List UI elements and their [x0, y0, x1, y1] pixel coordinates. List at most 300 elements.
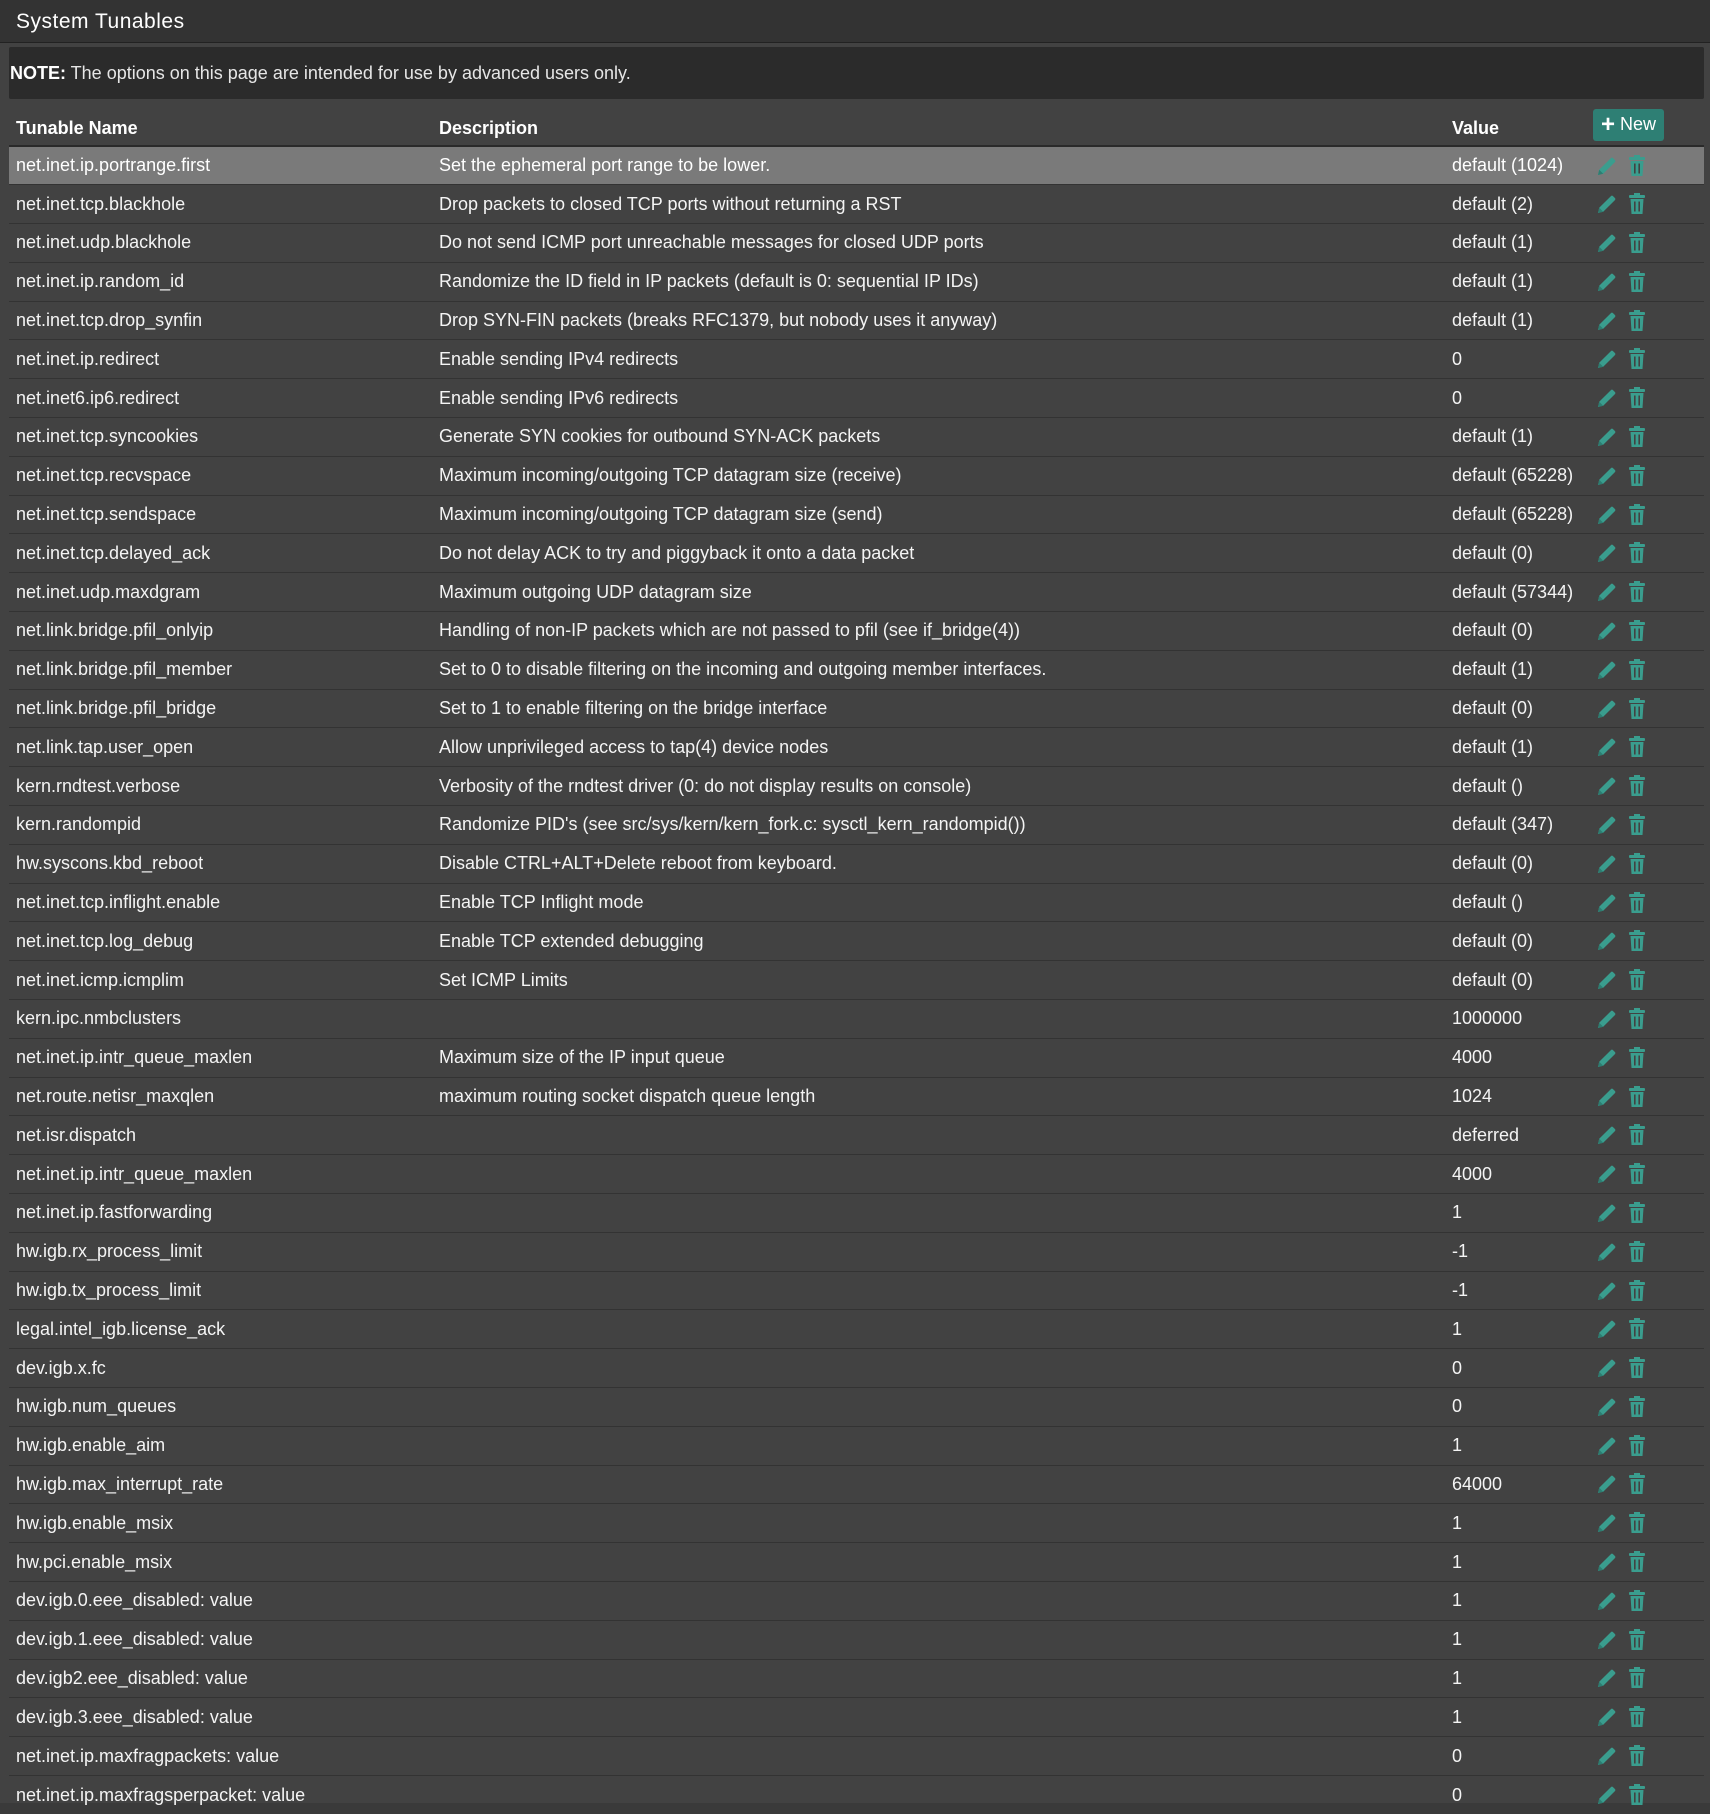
header-tunable-name: Tunable Name — [9, 99, 432, 146]
tunable-value: default (65228) — [1445, 456, 1586, 495]
tunable-name: net.inet.ip.fastforwarding — [9, 1194, 432, 1233]
pencil-icon[interactable] — [1595, 425, 1619, 449]
trash-icon[interactable] — [1625, 580, 1649, 604]
row-actions — [1586, 689, 1704, 728]
table-row[interactable] — [9, 1504, 1704, 1543]
row-actions — [1586, 418, 1704, 457]
tunable-value: 0 — [1445, 340, 1586, 379]
tunable-description — [432, 1000, 1445, 1039]
trash-icon[interactable] — [1625, 347, 1649, 371]
row-actions — [1586, 185, 1704, 224]
tunable-name: net.inet.ip.intr_queue_maxlen — [9, 1038, 432, 1077]
pencil-icon[interactable] — [1595, 1085, 1619, 1109]
table-body — [9, 146, 1704, 1814]
table-row[interactable] — [9, 1737, 1704, 1776]
pencil-icon[interactable] — [1595, 347, 1619, 371]
tunable-value: default (1) — [1445, 418, 1586, 457]
row-actions — [1586, 1659, 1704, 1698]
tunable-description: Do not delay ACK to try and piggyback it onto a data packet — [432, 534, 1445, 573]
table-row[interactable] — [9, 534, 1704, 573]
trash-icon[interactable] — [1625, 1705, 1649, 1729]
tunables-table — [9, 99, 1704, 1814]
row-actions — [1586, 1543, 1704, 1582]
tunable-description — [432, 1271, 1445, 1310]
pencil-icon[interactable] — [1595, 1007, 1619, 1031]
trash-icon[interactable] — [1625, 1085, 1649, 1109]
tunable-value: 1 — [1445, 1620, 1586, 1659]
tunable-value: -1 — [1445, 1271, 1586, 1310]
table-row[interactable] — [9, 1310, 1704, 1349]
table-row[interactable] — [9, 1038, 1704, 1077]
tunable-value: 1 — [1445, 1543, 1586, 1582]
tunable-description — [432, 1388, 1445, 1427]
new-button-label: New — [1620, 114, 1657, 134]
tunable-value: 0 — [1445, 379, 1586, 418]
pencil-icon[interactable] — [1595, 1550, 1619, 1574]
pencil-icon[interactable] — [1595, 1201, 1619, 1225]
tunable-name: net.inet.ip.intr_queue_maxlen — [9, 1155, 432, 1194]
row-actions — [1586, 1038, 1704, 1077]
trash-icon[interactable] — [1625, 1201, 1649, 1225]
tunable-name: net.inet.ip.random_id — [9, 262, 432, 301]
trash-icon[interactable] — [1625, 503, 1649, 527]
header-value: Value — [1445, 99, 1586, 146]
trash-icon[interactable] — [1625, 464, 1649, 488]
table-row[interactable] — [9, 340, 1704, 379]
tunable-description: Enable TCP extended debugging — [432, 922, 1445, 961]
trash-icon[interactable] — [1625, 386, 1649, 410]
tunable-description — [432, 1349, 1445, 1388]
trash-icon[interactable] — [1625, 1279, 1649, 1303]
tunable-name: kern.rndtest.verbose — [9, 767, 432, 806]
table-row[interactable] — [9, 1698, 1704, 1737]
table-row[interactable] — [9, 185, 1704, 224]
row-actions — [1586, 1310, 1704, 1349]
tunable-description — [432, 1232, 1445, 1271]
tunable-value: default (0) — [1445, 612, 1586, 651]
trash-icon[interactable] — [1625, 852, 1649, 876]
trash-icon[interactable] — [1625, 1744, 1649, 1768]
table-row[interactable] — [9, 689, 1704, 728]
row-actions — [1586, 379, 1704, 418]
pencil-icon[interactable] — [1595, 309, 1619, 333]
table-row[interactable] — [9, 1659, 1704, 1698]
tunable-value: 4000 — [1445, 1155, 1586, 1194]
tunable-name: kern.randompid — [9, 806, 432, 845]
tunable-value: 1 — [1445, 1581, 1586, 1620]
tunable-name: net.inet.icmp.icmplim — [9, 961, 432, 1000]
trash-icon[interactable] — [1625, 968, 1649, 992]
row-actions — [1586, 650, 1704, 689]
row-actions — [1586, 1620, 1704, 1659]
pencil-icon[interactable] — [1595, 697, 1619, 721]
pencil-icon[interactable] — [1595, 541, 1619, 565]
tunable-description: Set to 1 to enable filtering on the bridge interface — [432, 689, 1445, 728]
tunable-name: hw.igb.enable_msix — [9, 1504, 432, 1543]
pencil-icon[interactable] — [1595, 464, 1619, 488]
trash-icon[interactable] — [1625, 425, 1649, 449]
tunable-value: 4000 — [1445, 1038, 1586, 1077]
tunable-value: 1024 — [1445, 1077, 1586, 1116]
tunable-description: Set the ephemeral port range to be lower. — [432, 146, 1445, 185]
pencil-icon[interactable] — [1595, 619, 1619, 643]
row-actions — [1586, 1426, 1704, 1465]
tunable-description: Allow unprivileged access to tap(4) device nodes — [432, 728, 1445, 767]
trash-icon[interactable] — [1625, 1628, 1649, 1652]
trash-icon[interactable] — [1625, 1434, 1649, 1458]
tunable-description — [432, 1504, 1445, 1543]
tunable-name: net.inet.udp.blackhole — [9, 224, 432, 263]
table-row[interactable] — [9, 1465, 1704, 1504]
table-row[interactable] — [9, 573, 1704, 612]
row-actions — [1586, 1581, 1704, 1620]
pencil-icon[interactable] — [1595, 192, 1619, 216]
tunable-value: default (1024) — [1445, 146, 1586, 185]
pencil-icon[interactable] — [1595, 154, 1619, 178]
tunable-value: default (1) — [1445, 262, 1586, 301]
tunable-name: dev.igb.1.eee_disabled: value — [9, 1620, 432, 1659]
tunable-name: hw.igb.num_queues — [9, 1388, 432, 1427]
row-actions — [1586, 806, 1704, 845]
trash-icon[interactable] — [1625, 658, 1649, 682]
tunable-description — [432, 1116, 1445, 1155]
tunable-name: dev.igb.3.eee_disabled: value — [9, 1698, 432, 1737]
pencil-icon[interactable] — [1595, 1123, 1619, 1147]
row-actions — [1586, 1194, 1704, 1233]
tunable-value: default () — [1445, 767, 1586, 806]
tunable-name: hw.syscons.kbd_reboot — [9, 844, 432, 883]
tunable-name: net.inet.tcp.inflight.enable — [9, 883, 432, 922]
trash-icon[interactable] — [1625, 1550, 1649, 1574]
pencil-icon[interactable] — [1595, 1356, 1619, 1380]
tunable-name: net.link.bridge.pfil_onlyip — [9, 612, 432, 651]
tunable-name: net.link.bridge.pfil_bridge — [9, 689, 432, 728]
pencil-icon[interactable] — [1595, 270, 1619, 294]
tunable-description: Enable TCP Inflight mode — [432, 883, 1445, 922]
tunable-value: default (0) — [1445, 961, 1586, 1000]
pencil-icon[interactable] — [1595, 774, 1619, 798]
tunable-value: default (1) — [1445, 224, 1586, 263]
table-row[interactable] — [9, 883, 1704, 922]
table-row[interactable] — [9, 1388, 1704, 1427]
row-actions — [1586, 262, 1704, 301]
pencil-icon[interactable] — [1595, 1472, 1619, 1496]
pencil-icon[interactable] — [1595, 658, 1619, 682]
tunable-name: dev.igb2.eee_disabled: value — [9, 1659, 432, 1698]
tunable-description — [432, 1194, 1445, 1233]
tunable-description: Maximum incoming/outgoing TCP datagram size (send) — [432, 495, 1445, 534]
tunable-description — [432, 1698, 1445, 1737]
row-actions — [1586, 456, 1704, 495]
table-row[interactable] — [9, 1155, 1704, 1194]
tunable-description — [432, 1426, 1445, 1465]
tunable-name: hw.igb.tx_process_limit — [9, 1271, 432, 1310]
tunable-name: net.inet.tcp.sendspace — [9, 495, 432, 534]
pencil-icon[interactable] — [1595, 1317, 1619, 1341]
row-actions — [1586, 728, 1704, 767]
tunable-description — [432, 1737, 1445, 1776]
table-row[interactable] — [9, 1000, 1704, 1039]
table-row[interactable] — [9, 612, 1704, 651]
pencil-icon[interactable] — [1595, 891, 1619, 915]
pencil-icon[interactable] — [1595, 929, 1619, 953]
tunable-description: maximum routing socket dispatch queue length — [432, 1077, 1445, 1116]
pencil-icon[interactable] — [1595, 386, 1619, 410]
tunable-name: net.inet.tcp.recvspace — [9, 456, 432, 495]
row-actions — [1586, 1388, 1704, 1427]
trash-icon[interactable] — [1625, 697, 1649, 721]
table-row[interactable] — [9, 495, 1704, 534]
trash-icon[interactable] — [1625, 1395, 1649, 1419]
trash-icon[interactable] — [1625, 1511, 1649, 1535]
trash-icon[interactable] — [1625, 1162, 1649, 1186]
tunable-name: net.inet.tcp.log_debug — [9, 922, 432, 961]
trash-icon[interactable] — [1625, 1317, 1649, 1341]
tunable-value: default (347) — [1445, 806, 1586, 845]
pencil-icon[interactable] — [1595, 1666, 1619, 1690]
row-actions — [1586, 495, 1704, 534]
trash-icon[interactable] — [1625, 1240, 1649, 1264]
tunable-value: 0 — [1445, 1349, 1586, 1388]
tunable-name: net.inet.tcp.drop_synfin — [9, 301, 432, 340]
tunable-description — [432, 1465, 1445, 1504]
row-actions — [1586, 883, 1704, 922]
tunable-name: net.route.netisr_maxqlen — [9, 1077, 432, 1116]
table-row[interactable] — [9, 301, 1704, 340]
tunable-value: default (57344) — [1445, 573, 1586, 612]
panel-body — [9, 47, 1704, 1814]
advanced-users-note — [9, 47, 1704, 99]
tunable-name: net.link.bridge.pfil_member — [9, 650, 432, 689]
tunable-description — [432, 1543, 1445, 1582]
table-row[interactable] — [9, 767, 1704, 806]
trash-icon[interactable] — [1625, 1666, 1649, 1690]
tunable-name: net.isr.dispatch — [9, 1116, 432, 1155]
pencil-icon[interactable] — [1595, 1744, 1619, 1768]
pencil-icon[interactable] — [1595, 1783, 1619, 1807]
tunable-description: Handling of non-IP packets which are not passed to pfil (see if_bridge(4)) — [432, 612, 1445, 651]
table-row[interactable] — [9, 844, 1704, 883]
tunable-description: Randomize the ID field in IP packets (default is 0: sequential IP IDs) — [432, 262, 1445, 301]
pencil-icon[interactable] — [1595, 813, 1619, 837]
tunable-description: Drop SYN-FIN packets (breaks RFC1379, but nobody uses it anyway) — [432, 301, 1445, 340]
tunable-value: default (65228) — [1445, 495, 1586, 534]
trash-icon[interactable] — [1625, 735, 1649, 759]
tunable-name: legal.intel_igb.license_ack — [9, 1310, 432, 1349]
pencil-icon[interactable] — [1595, 735, 1619, 759]
tunable-name: dev.igb.0.eee_disabled: value — [9, 1581, 432, 1620]
table-row[interactable] — [9, 1116, 1704, 1155]
table-row[interactable] — [9, 456, 1704, 495]
pencil-icon[interactable] — [1595, 1162, 1619, 1186]
row-actions — [1586, 1737, 1704, 1776]
tunable-description — [432, 1659, 1445, 1698]
pencil-icon[interactable] — [1595, 1395, 1619, 1419]
trash-icon[interactable] — [1625, 231, 1649, 255]
row-actions — [1586, 1775, 1704, 1814]
trash-icon[interactable] — [1625, 1589, 1649, 1613]
tunable-name: net.link.tap.user_open — [9, 728, 432, 767]
table-header-row — [9, 99, 1704, 146]
header-actions — [1586, 99, 1704, 146]
tunable-description: Do not send ICMP port unreachable messages for closed UDP ports — [432, 224, 1445, 263]
tunable-value: default () — [1445, 883, 1586, 922]
tunable-name: hw.igb.enable_aim — [9, 1426, 432, 1465]
note-label: NOTE: — [10, 63, 66, 83]
row-actions — [1586, 301, 1704, 340]
pencil-icon[interactable] — [1595, 1434, 1619, 1458]
tunable-value: default (0) — [1445, 922, 1586, 961]
row-actions — [1586, 767, 1704, 806]
row-actions — [1586, 146, 1704, 185]
pencil-icon[interactable] — [1595, 1240, 1619, 1264]
table-row[interactable] — [9, 806, 1704, 845]
tunable-value: default (0) — [1445, 689, 1586, 728]
table-row[interactable] — [9, 1271, 1704, 1310]
tunable-name: net.inet.ip.maxfragpackets: value — [9, 1737, 432, 1776]
table-row[interactable] — [9, 379, 1704, 418]
tunable-description: Maximum size of the IP input queue — [432, 1038, 1445, 1077]
pencil-icon[interactable] — [1595, 1628, 1619, 1652]
pencil-icon[interactable] — [1595, 1279, 1619, 1303]
pencil-icon[interactable] — [1595, 1511, 1619, 1535]
pencil-icon[interactable] — [1595, 968, 1619, 992]
row-actions — [1586, 573, 1704, 612]
pencil-icon[interactable] — [1595, 231, 1619, 255]
trash-icon[interactable] — [1625, 154, 1649, 178]
note-text: The options on this page are intended for use by advanced users only. — [66, 63, 631, 83]
tunable-description: Disable CTRL+ALT+Delete reboot from keyboard. — [432, 844, 1445, 883]
pencil-icon[interactable] — [1595, 1705, 1619, 1729]
tunable-description — [432, 1310, 1445, 1349]
tunable-value: 0 — [1445, 1388, 1586, 1427]
tunable-description: Drop packets to closed TCP ports without returning a RST — [432, 185, 1445, 224]
table-row[interactable] — [9, 1543, 1704, 1582]
row-actions — [1586, 922, 1704, 961]
row-actions — [1586, 1504, 1704, 1543]
row-actions — [1586, 534, 1704, 573]
row-actions — [1586, 1077, 1704, 1116]
tunable-name: hw.pci.enable_msix — [9, 1543, 432, 1582]
plus-icon: + — [1601, 110, 1616, 138]
tunable-name: net.inet.ip.portrange.first — [9, 146, 432, 185]
tunable-description — [432, 1620, 1445, 1659]
table-row[interactable] — [9, 1581, 1704, 1620]
tunable-name: net.inet.ip.maxfragsperpacket: value — [9, 1775, 432, 1814]
row-actions — [1586, 844, 1704, 883]
tunable-description: Enable sending IPv6 redirects — [432, 379, 1445, 418]
tunable-name: net.inet.tcp.blackhole — [9, 185, 432, 224]
pencil-icon[interactable] — [1595, 852, 1619, 876]
tunable-value: 1000000 — [1445, 1000, 1586, 1039]
pencil-icon[interactable] — [1595, 1589, 1619, 1613]
row-actions — [1586, 961, 1704, 1000]
table-row[interactable] — [9, 650, 1704, 689]
table-row[interactable] — [9, 262, 1704, 301]
pencil-icon[interactable] — [1595, 580, 1619, 604]
trash-icon[interactable] — [1625, 619, 1649, 643]
tunable-name: kern.ipc.nmbclusters — [9, 1000, 432, 1039]
tunable-name: net.inet.ip.redirect — [9, 340, 432, 379]
tunable-description — [432, 1155, 1445, 1194]
row-actions — [1586, 1698, 1704, 1737]
trash-icon[interactable] — [1625, 891, 1649, 915]
table-row[interactable] — [9, 224, 1704, 263]
table-row[interactable] — [9, 1194, 1704, 1233]
tunable-value: default (1) — [1445, 301, 1586, 340]
tunable-value: -1 — [1445, 1232, 1586, 1271]
tunable-name: net.inet.tcp.delayed_ack — [9, 534, 432, 573]
tunable-description: Set to 0 to disable filtering on the incoming and outgoing member interfaces. — [432, 650, 1445, 689]
tunable-description: Maximum outgoing UDP datagram size — [432, 573, 1445, 612]
table-row[interactable] — [9, 1232, 1704, 1271]
trash-icon[interactable] — [1625, 309, 1649, 333]
row-actions — [1586, 1232, 1704, 1271]
trash-icon[interactable] — [1625, 1356, 1649, 1380]
trash-icon[interactable] — [1625, 1046, 1649, 1070]
table-row[interactable] — [9, 1620, 1704, 1659]
row-actions — [1586, 340, 1704, 379]
tunable-description: Generate SYN cookies for outbound SYN-ACK packets — [432, 418, 1445, 457]
panel-title: System Tunables — [0, 0, 1710, 43]
new-button[interactable] — [1593, 109, 1664, 141]
tunable-value: default (0) — [1445, 534, 1586, 573]
table-row[interactable] — [9, 728, 1704, 767]
tunable-description: Enable sending IPv4 redirects — [432, 340, 1445, 379]
trash-icon[interactable] — [1625, 774, 1649, 798]
table-row[interactable] — [9, 1426, 1704, 1465]
table-row[interactable] — [9, 1077, 1704, 1116]
header-description: Description — [432, 99, 1445, 146]
trash-icon[interactable] — [1625, 1472, 1649, 1496]
tunable-description: Maximum incoming/outgoing TCP datagram size (receive) — [432, 456, 1445, 495]
table-row[interactable] — [9, 922, 1704, 961]
tunable-value: 1 — [1445, 1504, 1586, 1543]
tunable-name: hw.igb.max_interrupt_rate — [9, 1465, 432, 1504]
table-row[interactable] — [9, 418, 1704, 457]
tunable-description — [432, 1581, 1445, 1620]
pencil-icon[interactable] — [1595, 1046, 1619, 1070]
trash-icon[interactable] — [1625, 929, 1649, 953]
trash-icon[interactable] — [1625, 1007, 1649, 1031]
table-row[interactable] — [9, 961, 1704, 1000]
tunable-value: 64000 — [1445, 1465, 1586, 1504]
tunable-value: deferred — [1445, 1116, 1586, 1155]
tunable-name: net.inet.udp.maxdgram — [9, 573, 432, 612]
trash-icon[interactable] — [1625, 541, 1649, 565]
tunable-name: net.inet.tcp.syncookies — [9, 418, 432, 457]
trash-icon[interactable] — [1625, 1783, 1649, 1807]
tunable-value: default (0) — [1445, 844, 1586, 883]
row-actions — [1586, 1155, 1704, 1194]
tunable-value: default (1) — [1445, 728, 1586, 767]
tunable-name: dev.igb.x.fc — [9, 1349, 432, 1388]
row-actions — [1586, 224, 1704, 263]
table-row[interactable] — [9, 1349, 1704, 1388]
trash-icon[interactable] — [1625, 270, 1649, 294]
tunable-value: 1 — [1445, 1426, 1586, 1465]
table-row[interactable] — [9, 146, 1704, 185]
trash-icon[interactable] — [1625, 1123, 1649, 1147]
table-row[interactable] — [9, 1775, 1704, 1814]
tunable-value: 1 — [1445, 1698, 1586, 1737]
tunable-description: Randomize PID's (see src/sys/kern/kern_fork.c: sysctl_kern_randompid()) — [432, 806, 1445, 845]
tunable-value: 1 — [1445, 1194, 1586, 1233]
row-actions — [1586, 1116, 1704, 1155]
pencil-icon[interactable] — [1595, 503, 1619, 527]
trash-icon[interactable] — [1625, 813, 1649, 837]
trash-icon[interactable] — [1625, 192, 1649, 216]
